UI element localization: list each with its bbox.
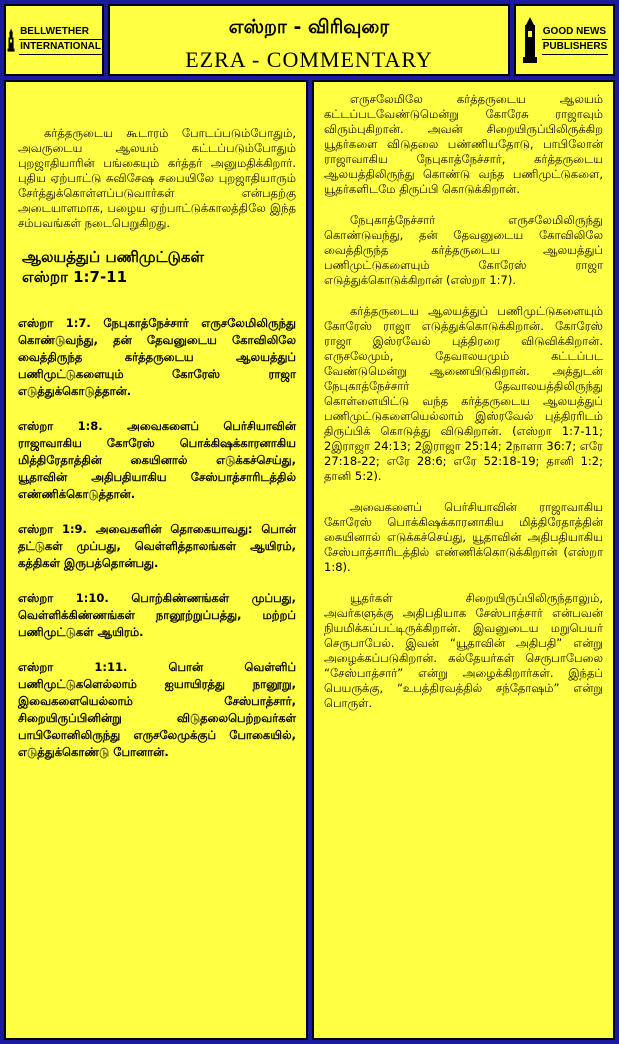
verse-1-10: எஸ்றா 1:10. பொற்கிண்ணங்கள் முப்பது, வெள்ளிக்கிண்ணங்கள் நானூற்றுப்பத்து, மற்றப் பணிமுட்டுகள் ஆயிரம். bbox=[18, 591, 296, 639]
commentary-paragraph-5: யூதர்கள் சிறையிருப்பிலிருந்தாலும், அவர்களுக்கு அதிபதியாக சேஸ்பாத்சார் என்பவன் நியமிக்கப்பட்டிருக்கிறான். இவனுடைய மறுபெயர் செருபாபேல். இவன் “யூதாவின் அதிபதி” என்று அழைக்கப்படுகிறான். கல்தேயர்கள் செருபாபேலை “சேஸ்பாத்சார்” என்று அழைக்கிறார்கள். இந்தப் பெயருக்கு, “உபத்திரவத்தில் சந்தோஷம்” என்று பொருள். bbox=[324, 591, 603, 710]
logo-left-line2: INTERNATIONAL bbox=[19, 40, 102, 55]
page-title-english: EZRA - COMMENTARY bbox=[185, 47, 433, 72]
left-column bbox=[4, 80, 308, 1040]
tower-icon bbox=[521, 15, 539, 65]
publisher-logo-right bbox=[514, 4, 615, 76]
right-column bbox=[312, 80, 615, 1040]
verse-1-9: எஸ்றா 1:9. அவைகளின் தொகையாவது: பொன் தட்டுகள் முப்பது, வெள்ளித்தாலங்கள் ஆயிரம், கத்திகள் இருபத்தொன்பது. bbox=[18, 522, 296, 570]
section-heading-line2: எஸ்றா 1:7-11 bbox=[22, 268, 128, 286]
commentary-paragraph-2: நேபுகாத்நேச்சார் எருசலேமிலிருந்து கொண்டுவந்து, தன் தேவனுடைய கோவிலிலே வைத்திருந்த கர்த்தருடைய ஆலயத்துப் பணிமுட்டுகளையும் கோரேஸ் ராஜா எடுத்துக்கொடுக்கிறான் (எஸ்றா 1:7). bbox=[324, 213, 603, 287]
page-title-tamil: எஸ்றா - விரிவுரை bbox=[228, 16, 390, 38]
verse-1-11: எஸ்றா 1:11. பொன் வெள்ளிப் பணிமுட்டுகளெல்லாம் ஐயாயிரத்து நானூறு, இவைகளையெல்லாம் சேஸ்பாத்சார், சிறையிருப்பினின்று விடுதலைபெற்றவர்கள் பாபிலோனிலிருந்து எருசலேமுக்குப் போகையில், எடுத்துக்கொண்டு போனான். bbox=[18, 660, 296, 759]
section-heading-line1: ஆலயத்துப் பணிமுட்டுகள் bbox=[22, 248, 205, 266]
logo-right-line1: GOOD NEWS bbox=[542, 25, 608, 40]
commentary-paragraph-4: அவைகளைப் பெர்சியாவின் ராஜாவாகிய கோரேஸ் பொக்கிஷக்காரனாகிய மித்திரேதாத்தின் கையினால் எடுக்கச்செய்து, யூதாவின் அதிபதியாகிய சேஸ்பாத்சாரிடத்தில் எண்ணிக்கொடுக்கிறான் (எஸ்றா 1:8). bbox=[324, 500, 603, 574]
page-title-box bbox=[108, 4, 510, 76]
bell-tower-icon bbox=[6, 15, 16, 65]
commentary-paragraph-1: எருசலேமிலே கர்த்தருடைய ஆலயம் கட்டப்படவேண்டுமென்று கோரேசு ராஜாவும் விரும்புகிறான். அவன் சிறையிருப்பிலிருக்கிற யூதர்களை விடுதலை பண்ணியதோடு, பாபிலோன் ராஜாவாகிய நேபுகாத்நேச்சார், கர்த்தருடைய ஆலயத்திலிருந்து கொண்டு வந்த பணிமுட்டுகளை, யூதர்களிடமே திருப்பி கொடுக்கிறான். bbox=[324, 92, 603, 196]
section-heading bbox=[22, 247, 296, 287]
logo-left-line1: BELLWETHER bbox=[19, 25, 102, 40]
intro-paragraph: கர்த்தருடைய கூடாரம் போடப்படும்போதும், அவருடைய ஆலயம் கட்டப்படும்போதும் புறஜாதியாரின் பங்கையும் கர்த்தர் அனுமதிக்கிறார். புதிய ஏற்பாட்டு சுவிசேஷ சபையிலே புறஜாதியாரும் சேர்த்துக்கொள்ளப்படுவார்கள் என்பதற்கு அடையாளமாக, பழைய ஏற்பாட்டுக்காலத்திலே இந்த சம்பவங்கள் நடைபெறுகிறது. bbox=[18, 126, 296, 230]
verse-1-7: எஸ்றா 1:7. நேபுகாத்நேச்சார் எருசலேமிலிருந்து கொண்டுவந்து, தன் தேவனுடைய கோவிலிலே வைத்திருந்த கர்த்தருடைய ஆலயத்துப் பணிமுட்டுகளையும் கோரேஸ் ராஜா எடுத்துக்கொடுத்தான். bbox=[18, 316, 296, 398]
commentary-paragraph-3: கர்த்தருடைய ஆலயத்துப் பணிமுட்டுகளையும் கோரேஸ் ராஜா எடுத்துக்கொடுக்கிறான். கோரேஸ் ராஜா இஸ்ரவேல் புத்திரரை விடுவிக்கிறான். எருசலேமும், தேவாலயமும் கட்டப்பட வேண்டுமென்று ஆணையிடுகிறான். அத்துடன் நேபுகாத்நேச்சார் தேவாலயத்திலிருந்து கொள்ளையிட்டு வந்த கர்த்தருடைய ஆலயத்துப் பணிமுட்டுகளையெல்லாம் இஸ்ரவேல் புத்திரரிடம் திருப்பிக் கொடுத்து விடுகிறான். (எஸ்றா 1:7-11; 2இராஜா 24:13; 2இராஜா 25:14; 2நாளா 36:7; எரே 27:18-22; எரே 28:6; எரே 52:18-19; தானி 1:2; தானி 5:2). bbox=[324, 304, 603, 483]
logo-right-line2: PUBLISHERS bbox=[542, 40, 608, 55]
verse-1-8: எஸ்றா 1:8. அவைகளைப் பெர்சியாவின் ராஜாவாகிய கோரேஸ் பொக்கிஷக்காரனாகிய மித்திரேதாத்தின் கையினால் எடுக்கச்செய்து, யூதாவின் அதிபதியாகிய சேஸ்பாத்சாரிடத்தில் எண்ணிக்கொடுத்தான். bbox=[18, 419, 296, 501]
publisher-logo-left bbox=[4, 4, 104, 76]
